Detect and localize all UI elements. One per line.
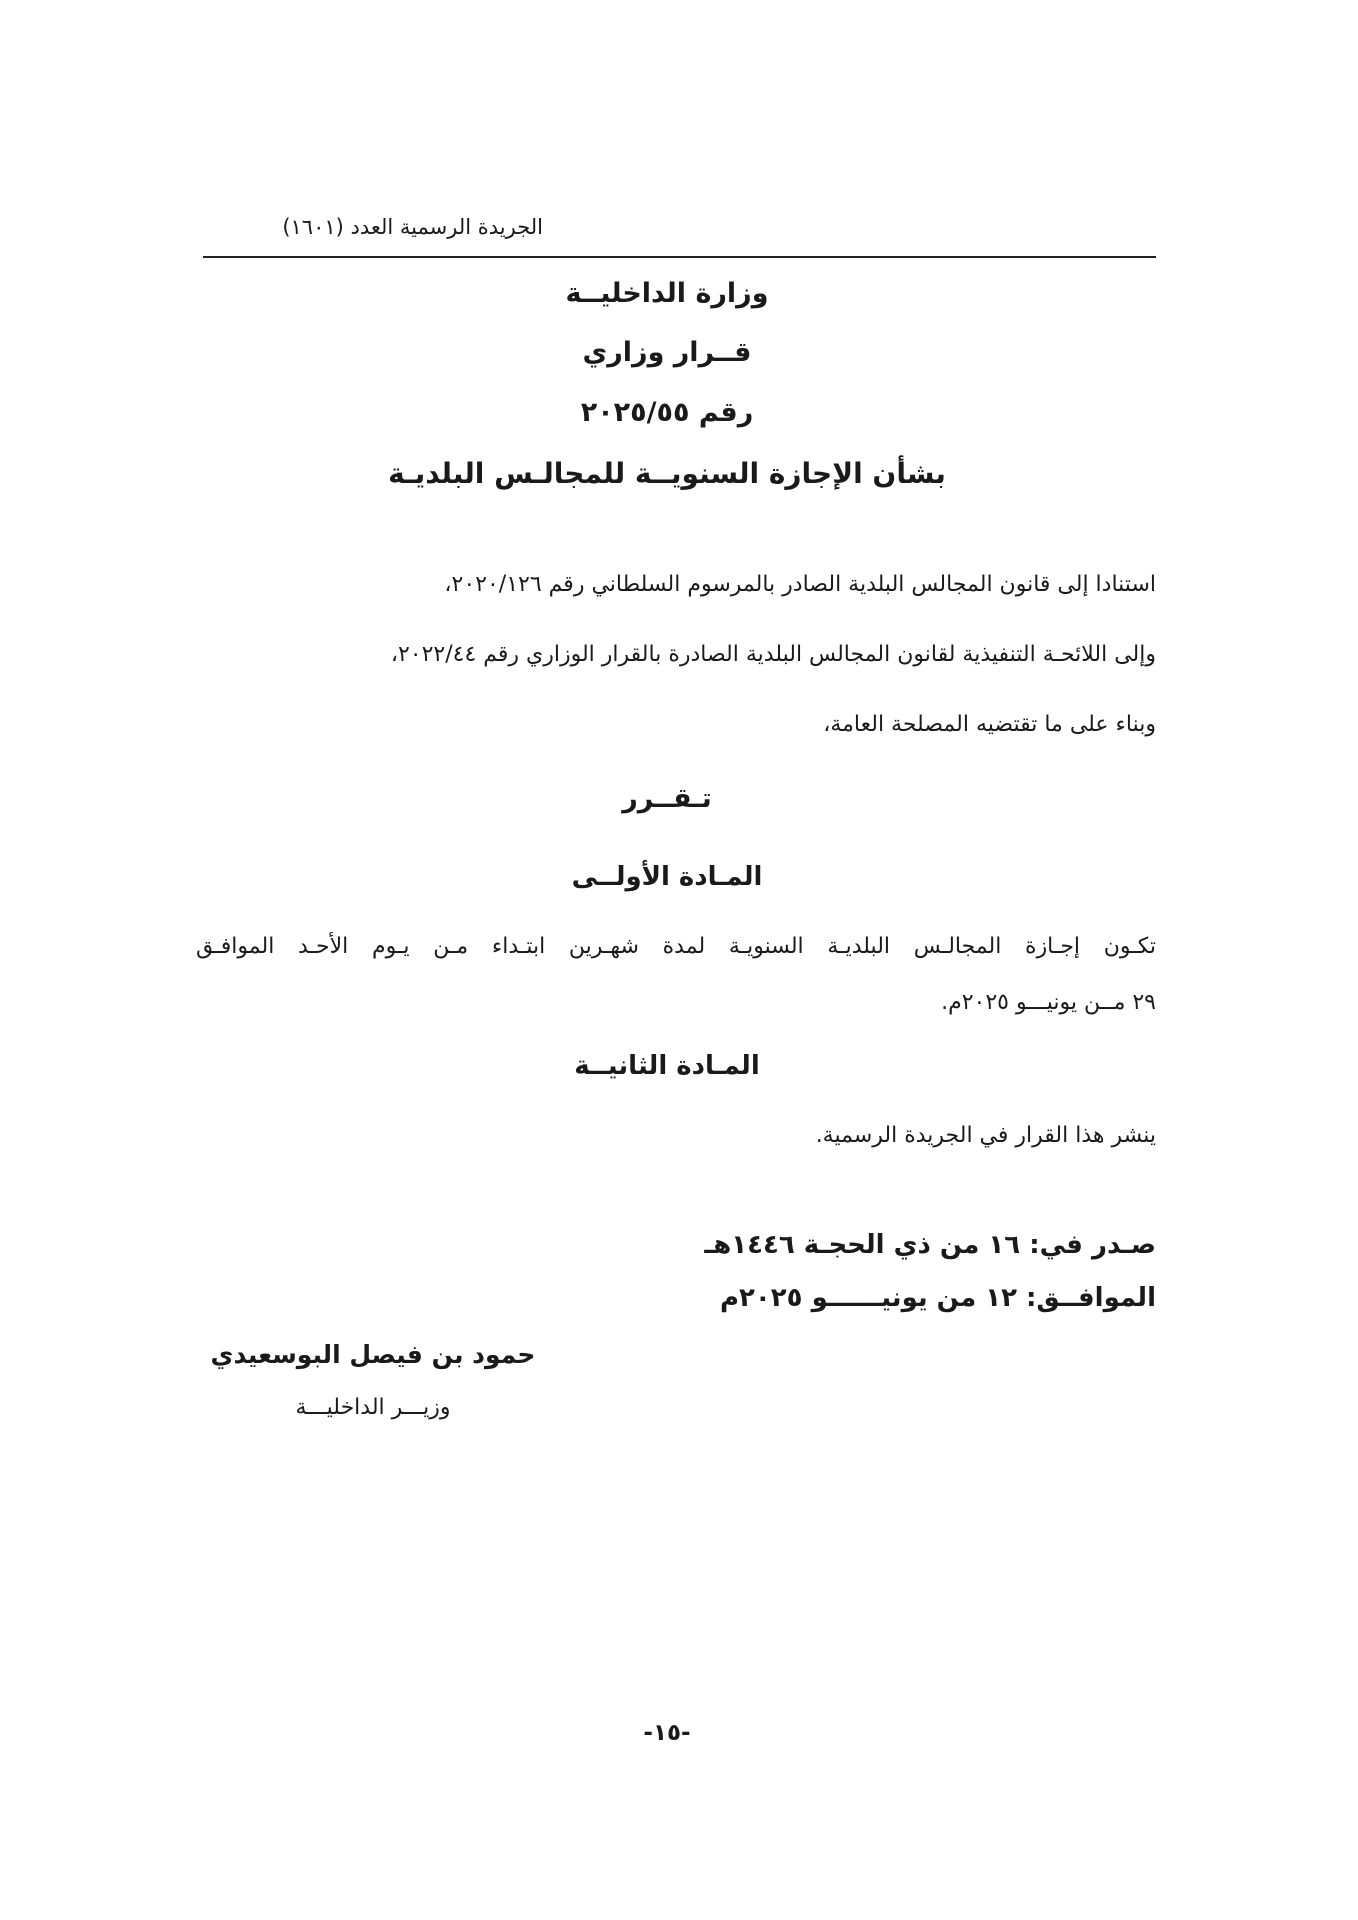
article-2-line-1: ينشر هذا القرار في الجريدة الرسمية. (815, 1123, 1156, 1148)
decision-type: قــرار وزاري (582, 337, 752, 368)
decides-heading: تـقــرر (622, 783, 712, 814)
article-1-heading: المـادة الأولــى (571, 862, 763, 892)
preamble-line-3: وبناء على ما تقتضيه المصلحة العامة، (823, 712, 1156, 737)
page-number: -١٥- (643, 1720, 691, 1746)
issued-date-gregorian: الموافــق: ١٢ من يونيــــــو ٢٠٢٥م (719, 1283, 1156, 1313)
preamble-line-1: استنادا إلى قانون المجالس البلدية الصادر بالمرسوم السلطاني رقم ٢٠٢٠/١٢٦، (444, 572, 1156, 597)
header-divider (203, 256, 1156, 258)
ministry-title: وزارة الداخليــة (565, 278, 769, 309)
issued-date-hijri: صـدر في: ١٦ من ذي الحجـة ١٤٤٦هـ (704, 1230, 1156, 1260)
decision-number: رقم ٢٠٢٥/٥٥ (580, 397, 754, 428)
decision-subject: بشأن الإجازة السنويــة للمجالـس البلديـة (388, 457, 946, 490)
article-2-heading: المـادة الثانيــة (574, 1051, 760, 1081)
signatory-title: وزيـــر الداخليـــة (295, 1395, 451, 1420)
article-1-line-1: تكـون إجـازة المجالـس البلديـة السنويـة لمدة شهـرين ابتـداء مـن يـوم الأحـد الموافـق (196, 934, 1156, 959)
running-header: الجريدة الرسمية العدد (١٦٠١) (282, 215, 543, 239)
preamble-line-2: وإلى اللائحـة التنفيذية لقانون المجالس البلدية الصادرة بالقرار الوزاري رقم ٢٠٢٢/٤٤، (390, 642, 1156, 667)
article-1-line-2: ٢٩ مــن يونيـــو ٢٠٢٥م. (941, 990, 1156, 1015)
signatory-name: حمود بن فيصل البوسعيدي (210, 1340, 536, 1369)
